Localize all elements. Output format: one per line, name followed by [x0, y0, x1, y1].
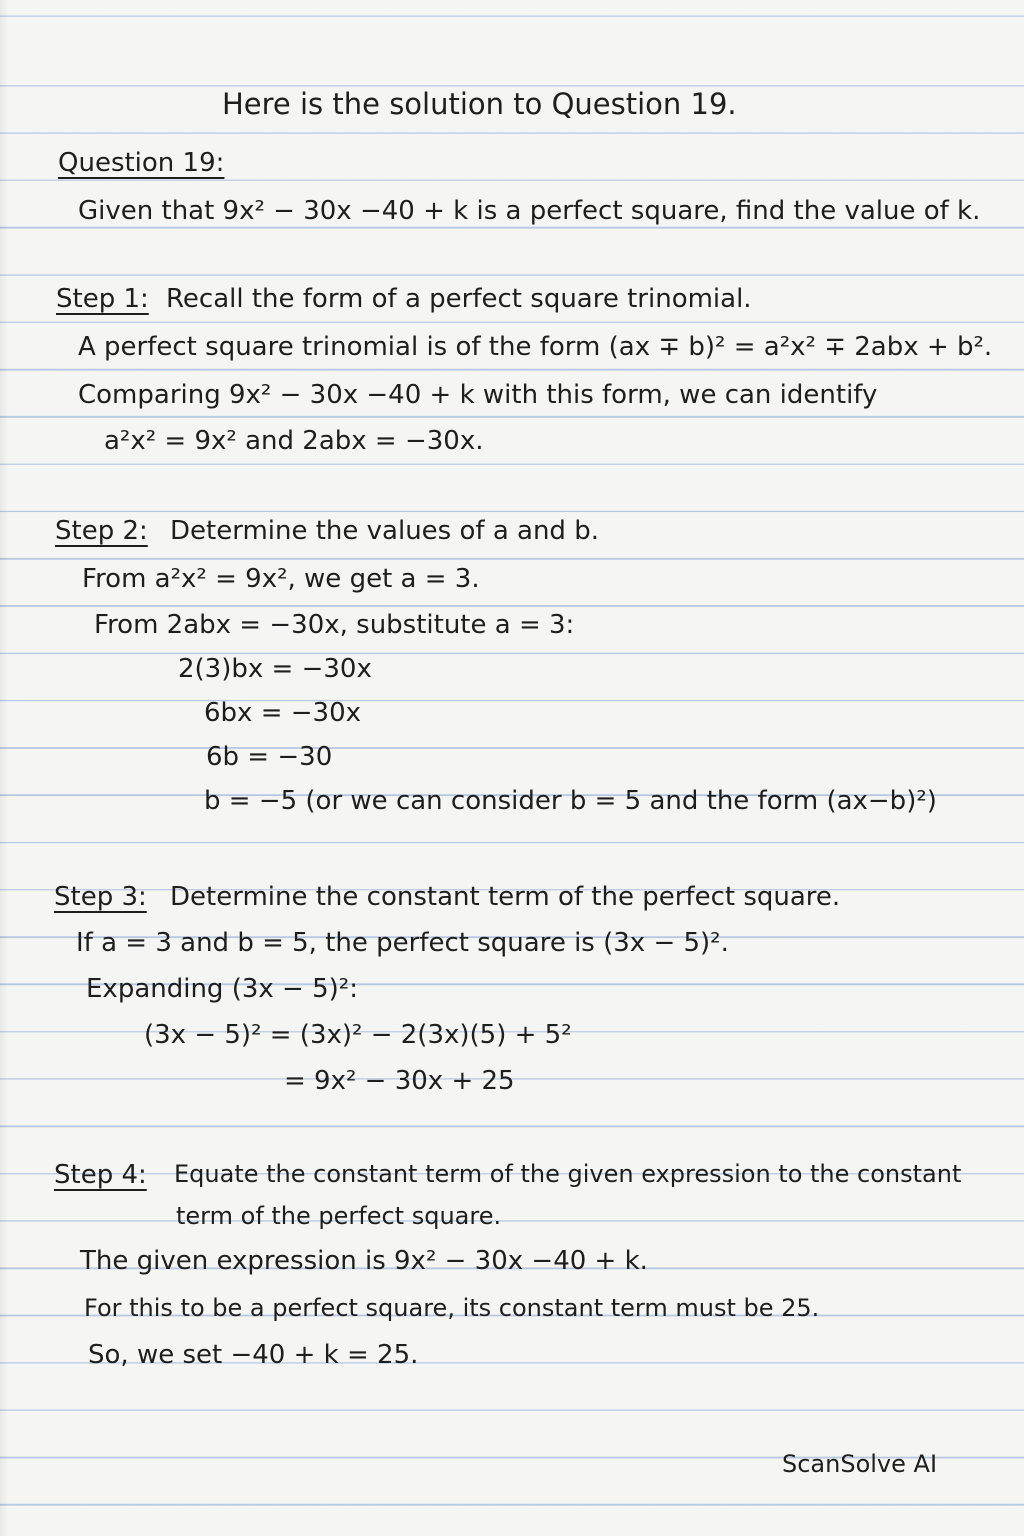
step-1-line: Comparing 9x² − 30x −40 + k with this form, we can identify: [78, 380, 878, 410]
step-2-label: Step 2:: [55, 516, 148, 546]
question-text: Given that 9x² − 30x −40 + k is a perfect square, find the value of k.: [78, 196, 981, 226]
step-3-line: = 9x² − 30x + 25: [284, 1066, 515, 1096]
step-3-line: Expanding (3x − 5)²:: [86, 974, 358, 1004]
step-4-heading-cont: term of the perfect square.: [176, 1202, 502, 1230]
step-3-heading: Determine the constant term of the perfect square.: [170, 882, 841, 912]
step-4-heading: Equate the constant term of the given expression to the constant: [174, 1160, 962, 1188]
step-1-label: Step 1:: [56, 284, 149, 314]
question-label: Question 19:: [58, 148, 225, 178]
step-1-line: A perfect square trinomial is of the form (ax ∓ b)² = a²x² ∓ 2abx + b².: [78, 332, 993, 362]
step-2-line: From 2abx = −30x, substitute a = 3:: [94, 610, 575, 640]
brand-signature: ScanSolve AI: [782, 1450, 938, 1478]
step-2-line: From a²x² = 9x², we get a = 3.: [82, 564, 480, 594]
step-4-line: So, we set −40 + k = 25.: [88, 1340, 419, 1370]
step-1-heading: Recall the form of a perfect square trinomial.: [166, 284, 752, 314]
step-2-line: 6bx = −30x: [204, 698, 362, 728]
step-4-label: Step 4:: [54, 1160, 147, 1190]
step-4-line: The given expression is 9x² − 30x −40 + k.: [80, 1246, 648, 1276]
page-title: Here is the solution to Question 19.: [222, 87, 737, 121]
step-2-heading: Determine the values of a and b.: [170, 516, 599, 546]
step-3-line: (3x − 5)² = (3x)² − 2(3x)(5) + 5²: [144, 1020, 572, 1050]
step-2-line: 6b = −30: [206, 742, 333, 772]
step-2-line: 2(3)bx = −30x: [178, 654, 372, 684]
step-3-line: If a = 3 and b = 5, the perfect square is (3x − 5)².: [76, 928, 729, 958]
step-1-line: a²x² = 9x² and 2abx = −30x.: [104, 426, 484, 456]
step-3-label: Step 3:: [54, 882, 147, 912]
step-4-line: For this to be a perfect square, its constant term must be 25.: [84, 1294, 820, 1322]
step-2-line: b = −5 (or we can consider b = 5 and the form (ax−b)²): [204, 786, 937, 816]
